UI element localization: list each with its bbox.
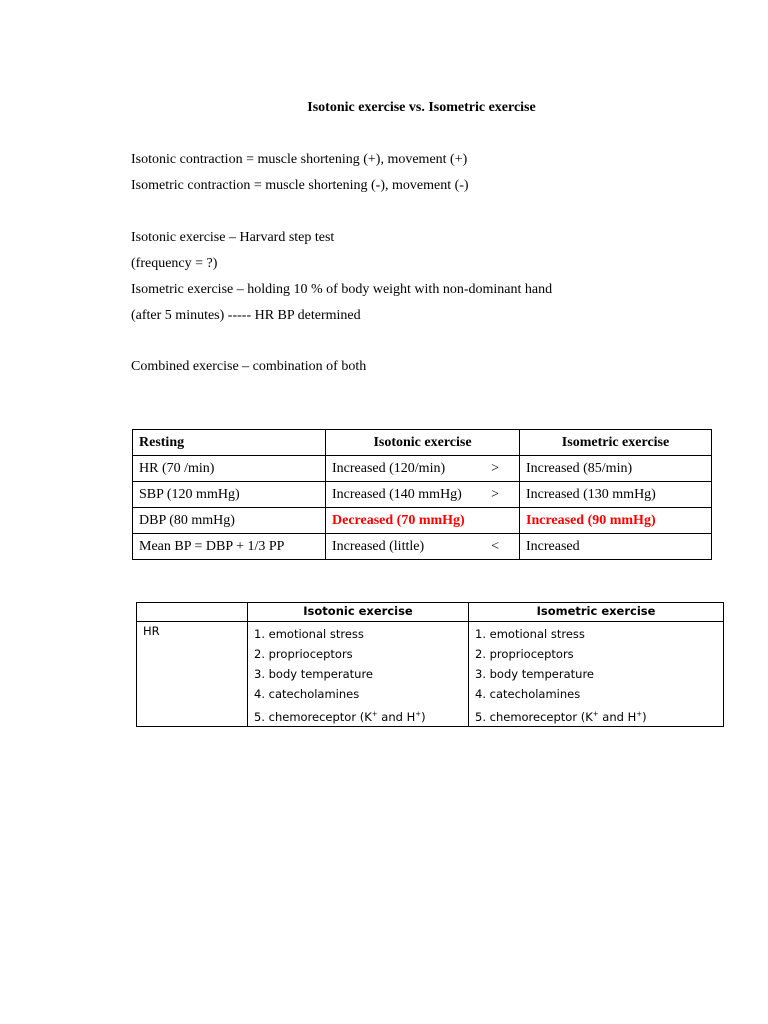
cell-value: Increased (140 mmHg) xyxy=(332,486,462,502)
list-item: 4. catecholamines xyxy=(254,687,360,701)
table-row xyxy=(133,508,712,534)
table-row xyxy=(133,456,712,482)
comparison-sign: > xyxy=(491,460,499,476)
comparison-sign: > xyxy=(491,486,499,502)
table-cell xyxy=(326,456,520,482)
comparison-table xyxy=(132,429,712,560)
text-line: (frequency = ?) xyxy=(131,256,218,271)
header-cell xyxy=(137,603,248,622)
factor-list xyxy=(475,624,717,724)
list-item: 1. emotional stress xyxy=(254,627,364,641)
header-cell: Isometric exercise xyxy=(520,430,712,456)
table-cell: Mean BP = DBP + 1/3 PP xyxy=(133,534,326,560)
table-cell: HR (70 /min) xyxy=(133,456,326,482)
text-line: Isometric exercise – holding 10 % of body weight with non-dominant hand xyxy=(131,282,553,297)
list-item xyxy=(254,704,462,724)
item-text: ) xyxy=(421,709,426,724)
table-cell xyxy=(248,622,469,727)
item-text: 5. chemoreceptor (K xyxy=(254,709,372,724)
table-cell-highlight: Increased (90 mmHg) xyxy=(520,508,712,534)
superscript: + xyxy=(636,710,643,718)
text-line: Combined exercise – combination of both xyxy=(131,359,367,374)
table-cell: Increased (130 mmHg) xyxy=(520,482,712,508)
table-cell xyxy=(469,622,724,727)
factors-table xyxy=(136,602,724,727)
list-item: 4. catecholamines xyxy=(475,687,581,701)
text-line: (after 5 minutes) ----- HR BP determined xyxy=(131,308,361,323)
page-title: Isotonic exercise vs. Isometric exercise xyxy=(307,100,536,115)
header-cell: Isotonic exercise xyxy=(326,430,520,456)
cell-value: Increased (120/min) xyxy=(332,460,446,476)
superscript: + xyxy=(592,710,599,718)
list-item: 3. body temperature xyxy=(475,667,595,681)
item-text: and H xyxy=(377,709,416,724)
row-label: HR xyxy=(137,622,248,727)
superscript: + xyxy=(415,710,422,718)
cell-value: Increased (little) xyxy=(332,538,425,554)
table-cell: SBP (120 mmHg) xyxy=(133,482,326,508)
list-item: 3. body temperature xyxy=(254,667,374,681)
header-cell: Resting xyxy=(133,430,326,456)
table-cell-highlight: Decreased (70 mmHg) xyxy=(326,508,520,534)
list-item xyxy=(475,704,717,724)
text-line: Isotonic contraction = muscle shortening (+), movement (+) xyxy=(131,152,468,167)
table-row xyxy=(133,534,712,560)
item-text: and H xyxy=(598,709,637,724)
header-cell: Isotonic exercise xyxy=(248,603,469,622)
table-cell: DBP (80 mmHg) xyxy=(133,508,326,534)
item-text: ) xyxy=(642,709,647,724)
table-row xyxy=(137,622,724,727)
text-line: Isometric contraction = muscle shortening (-), movement (-) xyxy=(131,178,469,193)
item-text: 5. chemoreceptor (K xyxy=(475,709,593,724)
table-row xyxy=(133,482,712,508)
table-cell xyxy=(326,534,520,560)
text-line: Isotonic exercise – Harvard step test xyxy=(131,230,335,245)
table-cell: Increased xyxy=(520,534,712,560)
factor-list xyxy=(254,624,462,724)
list-item: 2. proprioceptors xyxy=(475,647,574,661)
table-header-row xyxy=(137,603,724,622)
superscript: + xyxy=(371,710,378,718)
table-cell: Increased (85/min) xyxy=(520,456,712,482)
header-cell: Isometric exercise xyxy=(469,603,724,622)
comparison-sign: < xyxy=(491,538,499,554)
list-item: 1. emotional stress xyxy=(475,627,585,641)
table-cell xyxy=(326,482,520,508)
list-item: 2. proprioceptors xyxy=(254,647,353,661)
table-header-row xyxy=(133,430,712,456)
